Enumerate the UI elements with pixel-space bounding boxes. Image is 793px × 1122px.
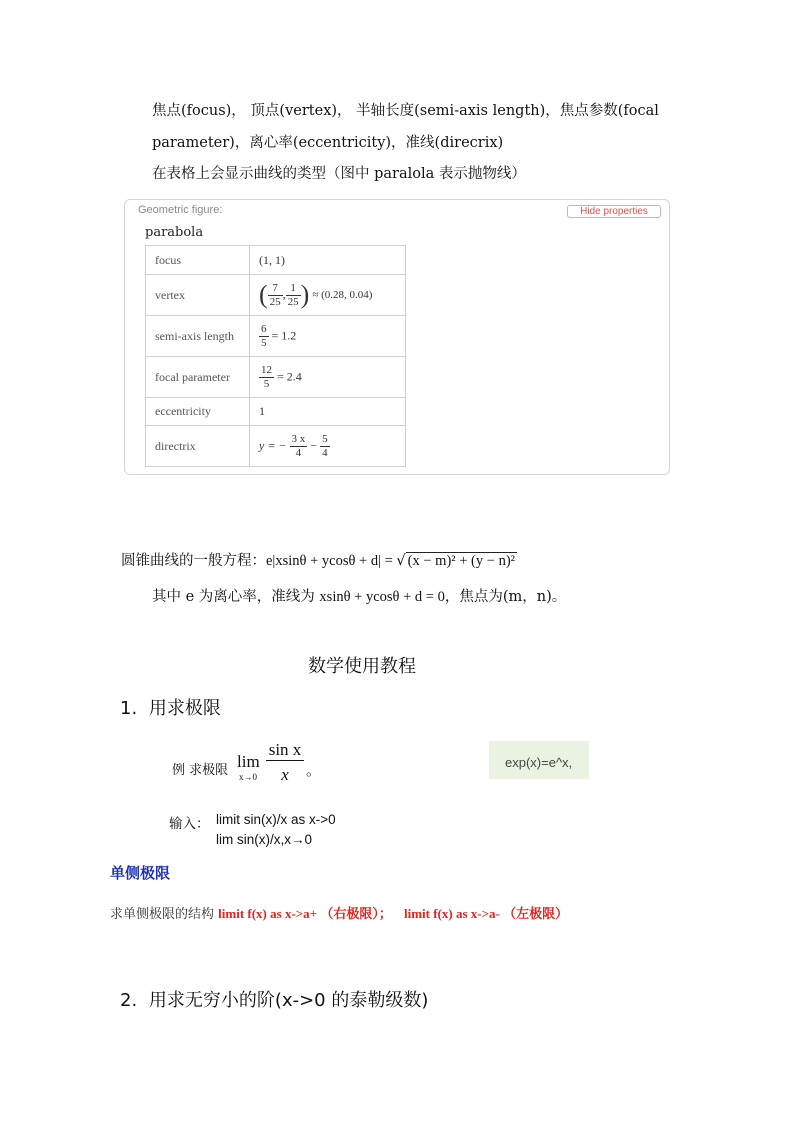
one-sided-description [110,903,568,922]
property-key: focal parameter [146,357,250,398]
property-value: (1, 1) [250,246,406,275]
input-line-2: lim sin(x)/x,x→0 [216,832,313,847]
one-sided-prefix: 求单侧极限的结构 [110,906,215,921]
left-limit-syntax: limit f(x) as x->a- （左极限） [403,906,569,921]
conic-desc-suffix: ，焦点为(m，n)。 [444,589,567,605]
lim-subscript: x→0 [239,772,257,782]
table-row [146,275,406,316]
conic-label: 圆锥曲线的一般方程： [121,553,266,569]
table-row [146,246,406,275]
conic-sqrt-body: (x − m)² + (y − n)² [407,553,515,569]
panel-title: Geometric figure: [138,204,223,216]
property-key: focus [146,246,250,275]
tutorial-title: 数学使用教程 [308,656,416,677]
table-row [146,357,406,398]
property-value: ( $\frac{7}{25}$ , $\frac{1}{25}$ ) ≈ (0.28, 0.04) [250,275,406,316]
conic-lhs: e|xsinθ + ycosθ + d| = [266,553,397,569]
one-sided-heading: 单侧极限 [110,864,171,882]
section-number: 2. [120,990,138,1011]
example-period: 。 [306,761,322,779]
limit-numerator: sin x [266,740,304,761]
input-label: 输入： [169,816,210,831]
property-key: eccentricity [146,398,250,426]
property-value: 1 [250,398,406,426]
section-2-heading [120,986,428,1012]
section-1-heading [120,694,221,720]
geometric-figure-panel [124,199,670,475]
example-prefix: 例 求极限 [172,763,229,778]
section-title: 用求极限 [148,698,221,719]
conic-description [152,587,566,607]
properties-table [145,245,406,467]
curve-type-label: parabola [145,225,204,240]
property-value: y = − $\frac{3 x}{4}$ − $\frac{5}{4}$ [250,426,406,467]
property-value: $\frac{12}{5}$ = 2.4 [250,357,406,398]
exp-note-text: exp(x)=e^x, [505,755,573,770]
section-number: 1. [120,698,138,719]
table-row [146,426,406,467]
intro-line-2: parameter)，离心率(eccentricity)，准线(direcrix) [152,135,504,151]
right-limit-syntax: limit f(x) as x->a+ （右极限）； [218,906,392,921]
property-key: vertex [146,275,250,316]
section-title: 用求无穷小的阶(x->0 的泰勒级数) [148,990,429,1011]
hide-properties-button[interactable]: Hide properties [567,205,661,218]
property-value: $\frac{6}{5}$ = 1.2 [250,316,406,357]
limit-denominator: x [281,765,289,784]
input-line-1: limit sin(x)/x as x->0 [216,812,336,827]
table-row [146,398,406,426]
property-key: semi-axis length [146,316,250,357]
lim-symbol: lim [237,752,260,771]
directrix-equation: xsinθ + ycosθ + d = 0 [319,589,445,605]
conic-desc-prefix: 其中 e 为离心率，准线为 [152,589,320,605]
conic-equation-line [121,551,517,571]
sqrt-symbol: √ [396,553,406,569]
intro-line-3: 在表格上会显示曲线的类型（图中 paralola 表示抛物线） [152,166,526,182]
property-key: directrix [146,426,250,467]
exp-note-box [489,741,589,779]
intro-line-1: 焦点(focus)， 顶点(vertex)， 半轴长度(semi-axis length)，焦点参数(focal [152,103,659,119]
table-row [146,316,406,357]
